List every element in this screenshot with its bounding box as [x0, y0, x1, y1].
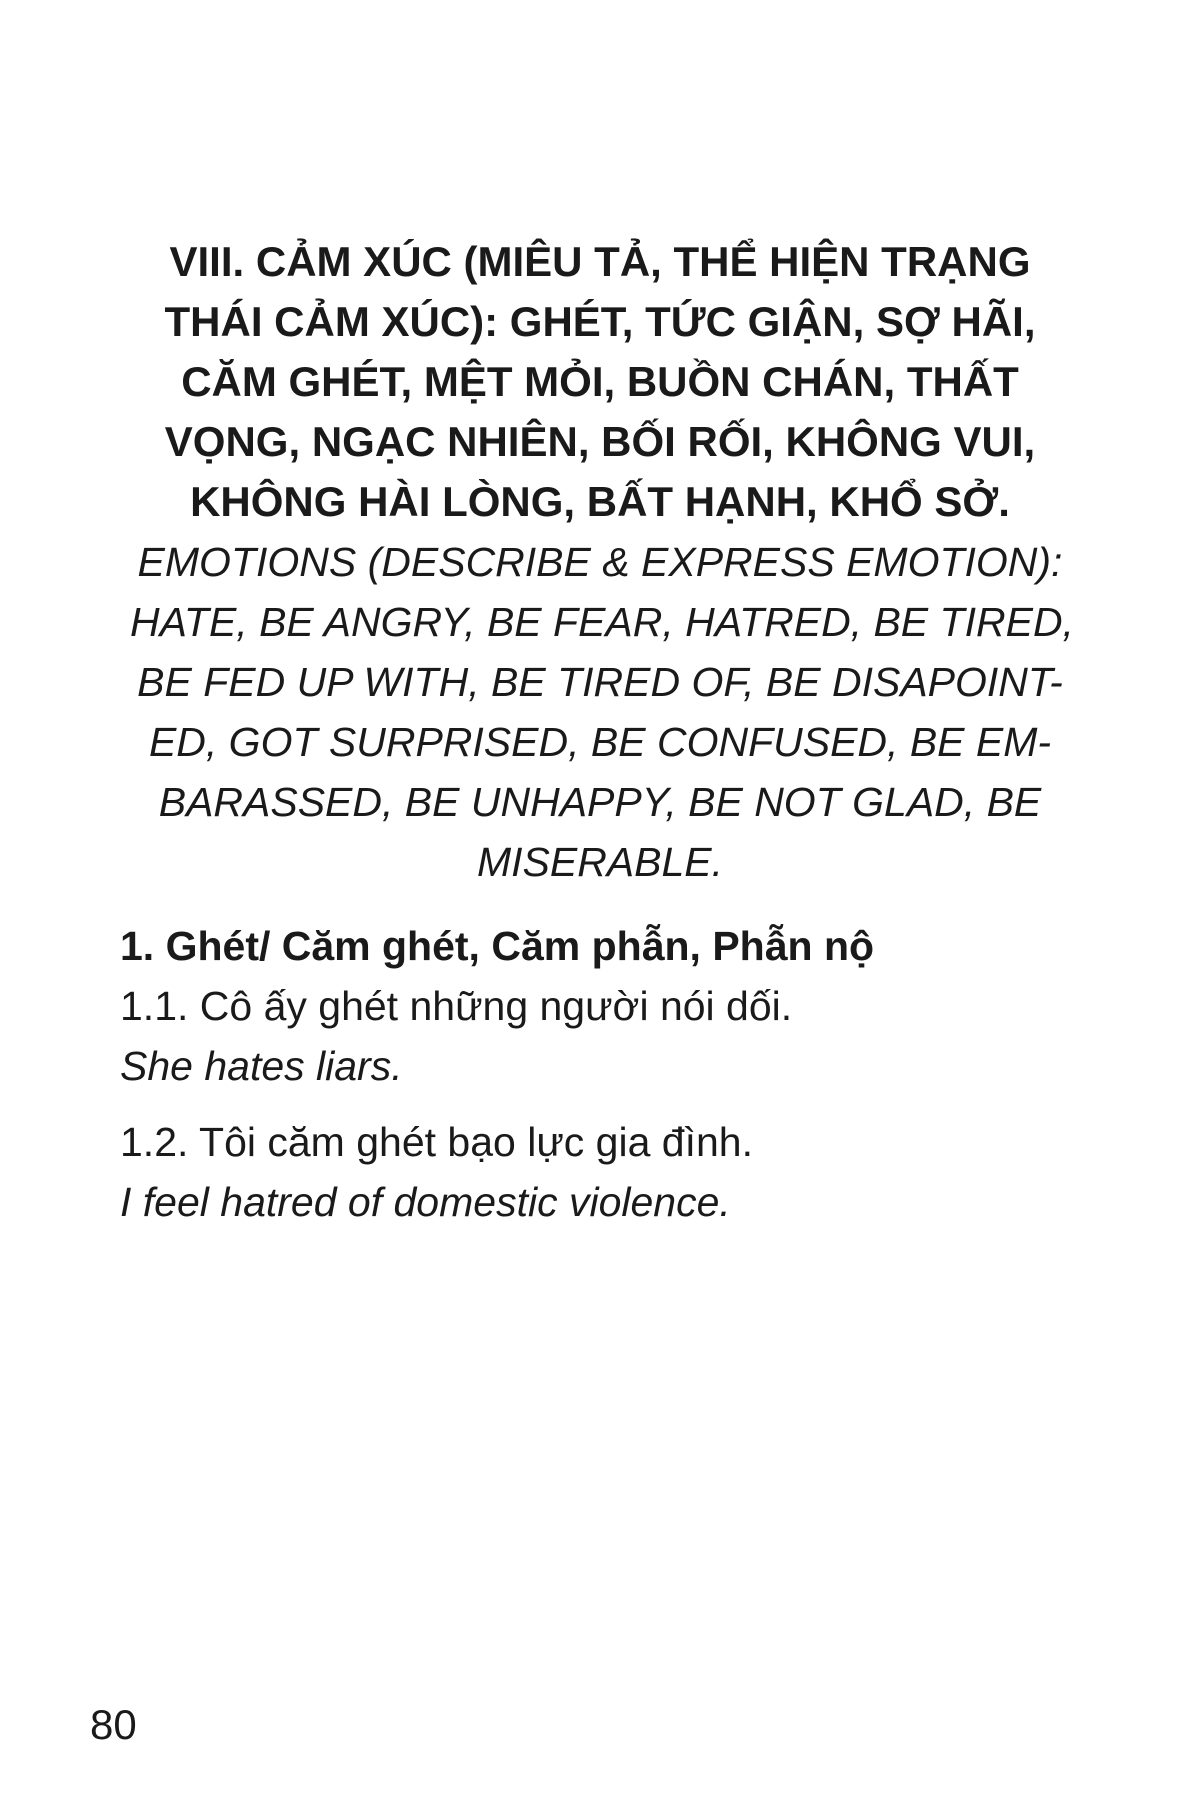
section-title: 1. Ghét/ Căm ghét, Căm phẫn, Phẫn nộ: [120, 923, 875, 969]
example-english: I feel hatred of domestic violence.: [120, 1179, 731, 1225]
page-number: 80: [90, 1701, 137, 1748]
heading-en-line: BE FED UP WITH, BE TIRED OF, BE DISAPOINT-: [137, 659, 1063, 705]
example-vietnamese: 1.2. Tôi căm ghét bạo lực gia đình.: [120, 1119, 753, 1165]
example-vietnamese: 1.1. Cô ấy ghét những người nói dối.: [120, 983, 793, 1029]
heading-vi-line: VIII. CẢM XÚC (MIÊU TẢ, THỂ HIỆN TRẠNG: [169, 238, 1031, 285]
example-item: [120, 1112, 1080, 1232]
heading-en-line: MISERABLE.: [476, 839, 724, 885]
heading-vi-line: THÁI CẢM XÚC): GHÉT, TỨC GIẬN, SỢ HÃI,: [164, 298, 1036, 345]
heading-en-line: EMOTIONS (DESCRIBE & EXPRESS EMOTION):: [137, 539, 1063, 585]
heading-en-line: HATE, BE ANGRY, BE FEAR, HATRED, BE TIRED,: [130, 599, 1074, 645]
heading-vi-line: CĂM GHÉT, MỆT MỎI, BUỒN CHÁN, THẤT: [181, 358, 1019, 405]
example-item: [120, 976, 1080, 1096]
heading-en-line: ED, GOT SURPRISED, BE CONFUSED, BE EM-: [148, 719, 1052, 765]
heading-vi-line: VỌNG, NGẠC NHIÊN, BỐI RỐI, KHÔNG VUI,: [164, 418, 1036, 465]
heading-vi-line: KHÔNG HÀI LÒNG, BẤT HẠNH, KHỔ SỞ.: [190, 478, 1010, 525]
heading-en-line: BARASSED, BE UNHAPPY, BE NOT GLAD, BE: [158, 779, 1042, 825]
heading-vietnamese: [130, 232, 1070, 532]
chapter-heading: [130, 232, 1074, 892]
example-english: She hates liars.: [120, 1043, 403, 1089]
section-hate: [120, 916, 1080, 1232]
heading-english: [130, 532, 1074, 892]
